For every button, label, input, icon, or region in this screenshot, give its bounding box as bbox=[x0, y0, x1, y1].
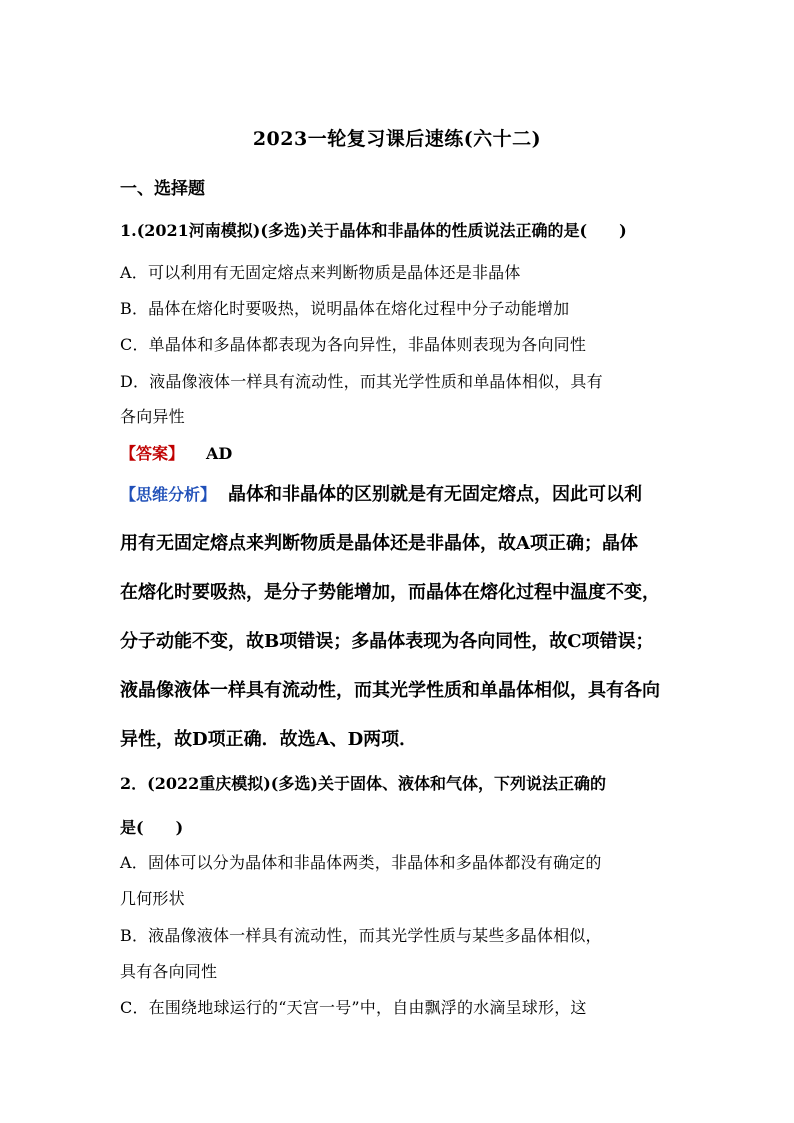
analysis-line: 在熔化时要吸热，是分子势能增加，而晶体在熔化过程中温度不变， bbox=[120, 582, 660, 603]
q2-option-a-cont: 几何形状 bbox=[120, 889, 185, 908]
analysis-line: 异性，故D项正确．故选A、D两项． bbox=[120, 729, 418, 750]
question-2-stem: 2．(2022重庆模拟)(多选)关于固体、液体和气体，下列说法正确的 bbox=[120, 774, 606, 793]
q1-option-b: B．晶体在熔化时要吸热，说明晶体在熔化过程中分子动能增加 bbox=[120, 299, 570, 318]
analysis-line: 用有无固定熔点来判断物质是晶体还是非晶体，故A项正确；晶体 bbox=[120, 533, 638, 554]
analysis-line: 【思维分析】 晶体和非晶体的区别就是有无固定熔点，因此可以利 bbox=[120, 484, 643, 505]
answer-tag: 【答案】 bbox=[120, 444, 185, 463]
answer-value: AD bbox=[206, 444, 233, 463]
analysis-line: 液晶像液体一样具有流动性，而其光学性质和单晶体相似，具有各向 bbox=[120, 680, 660, 701]
analysis-line: 分子动能不变，故B项错误；多晶体表现为各向同性，故C项错误； bbox=[120, 631, 654, 652]
section-heading: 一、选择题 bbox=[120, 179, 205, 199]
question-1-stem: 1.(2021河南模拟)(多选)关于晶体和非晶体的性质说法正确的是( ) bbox=[120, 221, 627, 240]
q1-analysis bbox=[120, 470, 680, 764]
q1-option-d-cont: 各向异性 bbox=[120, 407, 185, 426]
page-title: 2023一轮复习课后速练(六十二) bbox=[252, 128, 542, 150]
q1-option-a: A．可以利用有无固定熔点来判断物质是晶体还是非晶体 bbox=[120, 263, 521, 282]
q2-option-b: B．液晶像液体一样具有流动性，而其光学性质与某些多晶体相似， bbox=[120, 926, 602, 945]
q2-option-c: C．在围绕地球运行的“天宫一号”中，自由飘浮的水滴呈球形，这 bbox=[120, 998, 587, 1017]
q2-option-a: A．固体可以分为晶体和非晶体两类，非晶体和多晶体都没有确定的 bbox=[120, 853, 602, 872]
analysis-tag: 【思维分析】 bbox=[120, 485, 217, 504]
question-2-stem-cont: 是( ) bbox=[120, 818, 184, 837]
q1-answer bbox=[120, 441, 232, 464]
q1-option-c: C．单晶体和多晶体都表现为各向异性，非晶体则表现为各向同性 bbox=[120, 335, 587, 354]
q1-option-d: D．液晶像液体一样具有流动性，而其光学性质和单晶体相似，具有 bbox=[120, 372, 603, 391]
q2-option-b-cont: 具有各向同性 bbox=[120, 962, 218, 981]
